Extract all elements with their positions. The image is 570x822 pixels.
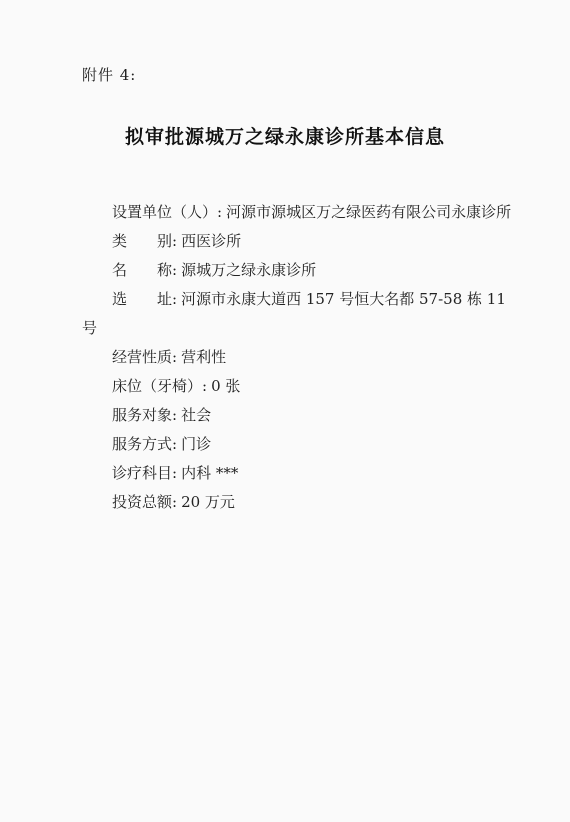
field-separator: : [202,377,208,395]
field-separator: : [172,232,178,250]
field-label: 床位（牙椅） [112,377,203,395]
field-separator: : [172,348,178,366]
field-separator: : [172,290,178,308]
field-label: 投资总额 [112,493,173,511]
field-address [82,285,512,343]
field-value: 河源市源城区万之绿医药有限公司永康诊所 [226,203,512,221]
field-label: 诊疗科目 [112,464,173,482]
field-separator: : [172,464,178,482]
field-separator: : [217,203,223,221]
field-value: 河源市永康大道西 157 号恒大名都 57-58 栋 11 号 [82,290,506,337]
field-beds [82,372,512,401]
document-title: 拟审批源城万之绿永康诊所基本信息 [124,126,445,148]
field-value: 门诊 [181,435,212,453]
field-label: 服务对象 [112,406,173,424]
field-label: 类 别 [112,232,173,250]
field-investment [82,488,512,517]
field-category [82,227,512,256]
attachment-label: 附件 4: [82,66,137,84]
field-separator: : [172,261,178,279]
field-value: 西医诊所 [181,232,242,250]
field-label: 服务方式 [112,435,173,453]
field-value: 社会 [181,406,212,424]
field-business-nature [82,343,512,372]
field-name [82,256,512,285]
field-label: 经营性质 [112,348,173,366]
field-organizer [82,198,512,227]
field-label: 名 称 [112,261,173,279]
field-label: 设置单位（人） [112,203,218,221]
field-departments [82,459,512,488]
field-value: 营利性 [181,348,227,366]
field-separator: : [172,493,178,511]
field-value: 源城万之绿永康诊所 [181,261,317,279]
field-service-mode [82,430,512,459]
field-separator: : [172,435,178,453]
field-value: 0 张 [211,377,241,395]
field-label: 选 址 [112,290,173,308]
info-list [82,198,512,517]
field-value: 20 万元 [181,493,235,511]
field-value: 内科 *** [181,464,239,482]
field-service-target [82,401,512,430]
field-separator: : [172,406,178,424]
